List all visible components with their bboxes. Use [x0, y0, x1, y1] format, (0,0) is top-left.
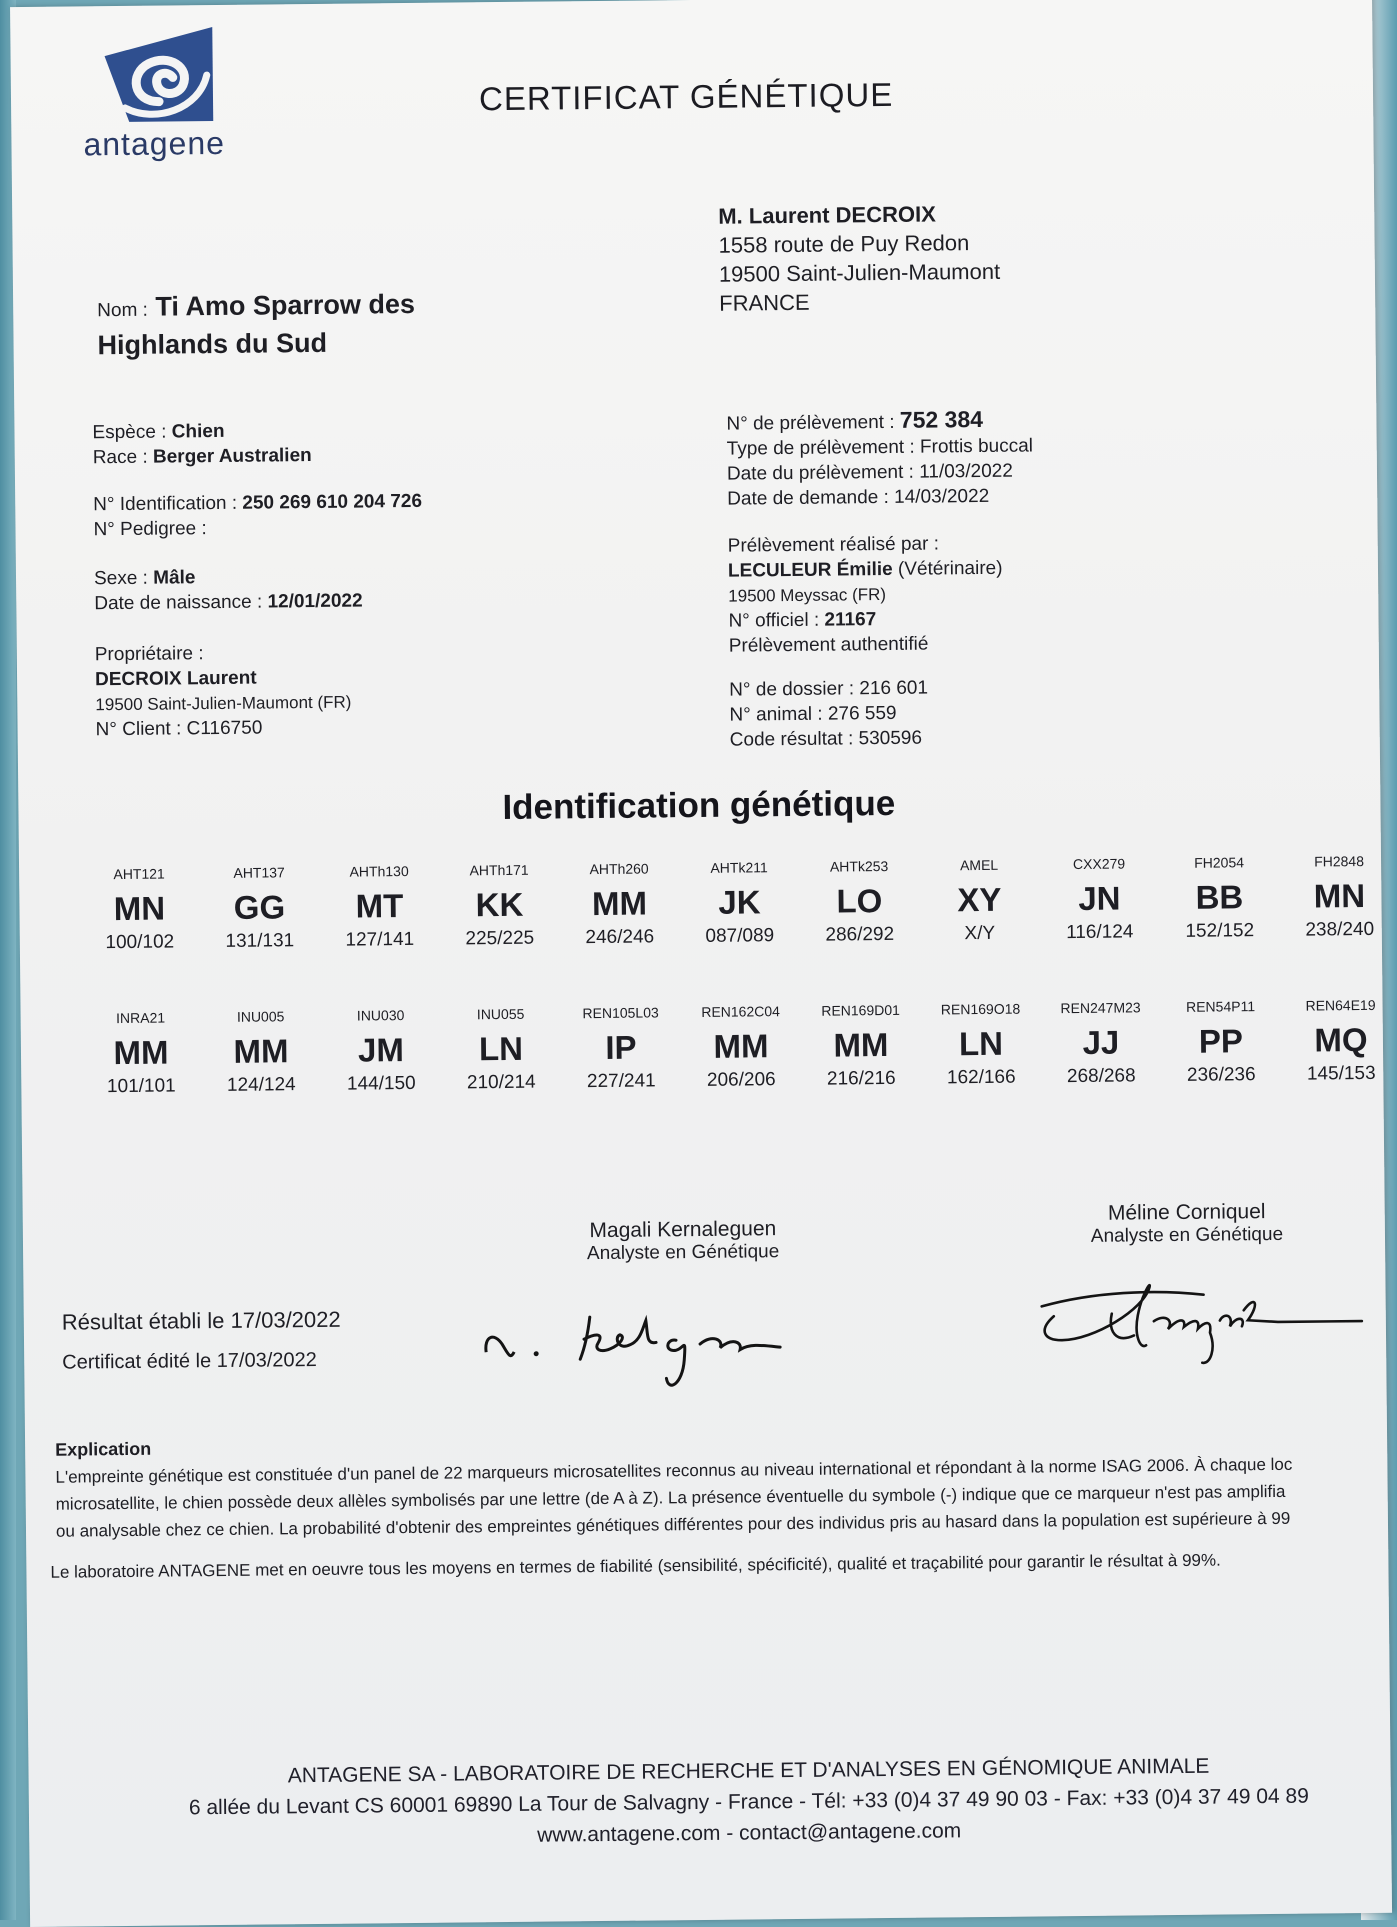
marker-cell — [439, 861, 560, 950]
certificat-date: Certificat édité le 17/03/2022 — [62, 1348, 317, 1374]
proprietaire-block — [95, 640, 352, 743]
officiel-label: N° officiel : — [728, 609, 820, 632]
marker-code: REN247M23 — [1060, 999, 1141, 1017]
proprietaire-name: DECROIX Laurent — [94, 667, 257, 691]
signatory-1-role: Analyste en Génétique — [586, 1241, 780, 1265]
address-name: M. Laurent DECROIX — [718, 201, 936, 229]
marker-alleles: 236/236 — [1186, 1064, 1256, 1086]
marker-code: INU055 — [476, 1005, 525, 1023]
genetic-section-title: Identification génétique — [502, 783, 896, 828]
marker-alleles: 116/124 — [1066, 921, 1134, 944]
marker-code: REN54P11 — [1185, 998, 1256, 1015]
marker-code: AMEL — [959, 856, 999, 874]
marker-cell — [561, 1004, 682, 1093]
explication-line3: ou analysable chez ce chien. La probabilité d'obtenir des empreintes génétiques différentes pour des individus pris au hasard dans la population est supérieure à 99 — [55, 1508, 1291, 1541]
marker-code: AHTk211 — [710, 859, 768, 876]
signatory-1-name: Magali Kernaleguen — [589, 1217, 777, 1243]
antagene-logo-icon — [94, 23, 223, 128]
document-title: CERTIFICAT GÉNÉTIQUE — [478, 75, 894, 118]
marker-genotype: MN — [1313, 876, 1366, 915]
signature-corniquel — [1033, 1253, 1364, 1376]
marker-code: AHT121 — [113, 865, 165, 883]
marker-cell — [799, 858, 920, 947]
marker-code: AHT137 — [233, 864, 285, 881]
sexe-label: Sexe : — [93, 567, 149, 590]
marker-alleles: 246/246 — [585, 926, 655, 949]
marker-genotype: BB — [1195, 878, 1244, 916]
marker-code: REN169D01 — [821, 1001, 900, 1019]
marker-alleles: 131/131 — [225, 930, 295, 952]
address-country: FRANCE — [719, 289, 810, 316]
marker-cell — [441, 1005, 562, 1094]
logo-text: antagene — [83, 124, 226, 163]
marker-alleles: 101/101 — [106, 1075, 176, 1098]
marker-alleles: 268/268 — [1066, 1065, 1136, 1088]
signatory-2-role: Analyste en Génétique — [1090, 1223, 1284, 1247]
sexe-value: Mâle — [153, 567, 196, 589]
marker-cell — [559, 860, 680, 949]
marker-code: INU005 — [236, 1008, 285, 1025]
marker-code: REN105L03 — [582, 1004, 659, 1022]
demande-date: Date de demande : 14/03/2022 — [727, 485, 990, 510]
marker-row-1 — [79, 853, 1375, 954]
signatory-2 — [1067, 1200, 1307, 1249]
marker-cell — [919, 856, 1040, 945]
marker-genotype: MM — [591, 884, 648, 923]
marker-cell — [201, 1008, 322, 1097]
address-line2: 19500 Saint-Julien-Maumont — [718, 258, 1001, 287]
marker-genotype: JN — [1078, 879, 1121, 917]
signatory-1 — [563, 1217, 803, 1266]
explication-block — [55, 1423, 1396, 1545]
footer-line2: 6 allée du Levant CS 60001 69890 La Tour de Salvagny - France - Tél: +33 (0)4 37 49 90 03 - Fax: +33 (0)4 37 49 04 89 — [188, 1784, 1309, 1820]
marker-genotype: GG — [233, 888, 286, 926]
explication-line2: microsatellite, le chien possède deux allèles symbolisés par une lettre (de A à Z). La présence éventuelle du symbole (-) indique que ce marqueur n'est pas amplifia — [55, 1481, 1286, 1514]
marker-genotype: LN — [958, 1024, 1004, 1063]
sex-birth-block — [94, 563, 363, 616]
proprietaire-label: Propriétaire : — [94, 643, 204, 666]
marker-alleles: 087/089 — [705, 925, 775, 947]
espece-label: Espèce : — [92, 421, 167, 444]
marker-genotype: LO — [836, 882, 883, 920]
naissance-value: 12/01/2022 — [267, 590, 363, 613]
marker-row-2 — [81, 996, 1376, 1098]
prelevement-type: Type de prélèvement : Frottis buccal — [726, 435, 1034, 460]
marker-code: CXX279 — [1072, 855, 1126, 873]
marker-code: REN64E19 — [1305, 996, 1376, 1014]
marker-cell — [1279, 853, 1397, 942]
code-resultat: Code résultat : 530596 — [729, 727, 923, 751]
marker-genotype: PP — [1198, 1022, 1244, 1060]
marker-alleles: 145/153 — [1306, 1062, 1376, 1085]
marker-cell — [81, 1009, 202, 1098]
signatory-2-name: Méline Corniquel — [1107, 1200, 1266, 1225]
marker-cell — [921, 1000, 1042, 1089]
prelevement-block — [726, 406, 1033, 511]
identification-label: N° Identification : — [93, 492, 238, 516]
marker-genotype: MN — [113, 889, 166, 928]
dossier-number: N° de dossier : 216 601 — [729, 677, 929, 701]
marker-genotype: LN — [478, 1029, 524, 1068]
antagene-logo — [82, 23, 233, 164]
marker-genotype: JJ — [1082, 1023, 1120, 1061]
naissance-label: Date de naissance : — [94, 591, 263, 615]
marker-cell — [1040, 999, 1161, 1088]
marker-cell — [1160, 998, 1281, 1087]
animal-number: N° animal : 276 559 — [729, 702, 897, 726]
prelevement-label: N° de prélèvement : — [726, 411, 895, 435]
marker-alleles: 124/124 — [226, 1074, 296, 1096]
marker-code: AHTk253 — [829, 857, 889, 875]
realise-par-label: Prélèvement réalisé par : — [727, 533, 940, 557]
pedigree-label: N° Pedigree : — [93, 518, 207, 541]
identification-value: 250 269 610 204 726 — [242, 490, 423, 514]
marker-cell — [1280, 997, 1397, 1086]
marker-genotype: MQ — [1314, 1020, 1368, 1059]
address-line1: 1558 route de Puy Redon — [718, 230, 970, 258]
veterinaire-block — [728, 531, 1004, 659]
marker-code: AHTh171 — [469, 861, 529, 879]
marker-genotype: MM — [833, 1025, 889, 1064]
race-label: Race : — [92, 446, 148, 469]
animal-name-block — [97, 287, 416, 362]
marker-alleles: 227/241 — [586, 1070, 656, 1093]
marker-alleles: 216/216 — [826, 1067, 896, 1090]
marker-cell — [319, 863, 440, 952]
marker-genotype: JM — [357, 1031, 405, 1069]
dates-block — [62, 1300, 342, 1383]
marker-cell — [1039, 855, 1160, 944]
marker-genotype: IP — [605, 1028, 637, 1066]
lab-note: Le laboratoire ANTAGENE met en oeuvre tous les moyens en termes de fiabilité (sensibilité, spécificité), qualité et traçabilité pour garantir le résultat à 99%. — [50, 1550, 1221, 1582]
explication-line1: L'empreinte génétique est constituée d'un panel de 22 marqueurs microsatellites reconnus au niveau international et répondant à la norme ISAG 2006. À chaque loc — [55, 1454, 1293, 1487]
marker-code: FH2848 — [1314, 853, 1365, 870]
prelevement-authentifie: Prélèvement authentifié — [728, 633, 929, 657]
owner-address — [718, 199, 1000, 318]
marker-genotype: MT — [355, 887, 404, 925]
marker-cell — [79, 865, 200, 954]
marker-cell — [801, 1002, 922, 1091]
footer — [148, 1749, 1349, 1855]
race-value: Berger Australien — [152, 444, 312, 468]
marker-code: AHTh260 — [589, 860, 649, 878]
prelevement-date: Date du prélèvement : 11/03/2022 — [726, 460, 1013, 485]
marker-code: REN162C04 — [701, 1003, 780, 1020]
identification-block — [93, 489, 422, 542]
marker-code: FH2054 — [1194, 854, 1245, 871]
marker-code: INU030 — [356, 1007, 405, 1024]
marker-genotype: JK — [718, 883, 761, 921]
resultat-date: Résultat établi le 17/03/2022 — [61, 1306, 341, 1335]
marker-alleles: 225/225 — [465, 927, 535, 950]
marker-genotype: MM — [113, 1033, 169, 1072]
marker-alleles: 127/141 — [345, 928, 415, 951]
footer-line3: www.antagene.com - contact@antagene.com — [537, 1819, 962, 1847]
marker-cell — [321, 1007, 442, 1096]
signature-kernaleguen — [480, 1298, 881, 1402]
veterinaire-city: 19500 Meyssac (FR) — [728, 584, 887, 606]
marker-cell — [679, 859, 800, 948]
marker-alleles: 100/102 — [105, 931, 175, 954]
marker-cell — [1159, 854, 1280, 943]
officiel-value: 21167 — [824, 609, 877, 631]
species-block — [92, 418, 311, 470]
explication-title: Explication — [55, 1438, 152, 1460]
marker-alleles: 206/206 — [706, 1069, 776, 1091]
client-number: N° Client : C116750 — [95, 717, 263, 741]
marker-alleles: 238/240 — [1305, 918, 1375, 941]
veterinaire-name: LECULEUR Émilie — [727, 558, 893, 582]
certificate-paper — [10, 0, 1392, 1927]
footer-line1: ANTAGENE SA - LABORATOIRE DE RECHERCHE ET D'ANALYSES EN GÉNOMIQUE ANIMALE — [287, 1754, 1210, 1788]
marker-code: REN169O18 — [940, 1000, 1021, 1018]
animal-name-line1: Ti Amo Sparrow des — [155, 288, 416, 322]
marker-alleles: 144/150 — [346, 1072, 416, 1095]
marker-alleles: 152/152 — [1185, 920, 1255, 942]
dossier-block — [729, 676, 929, 753]
marker-alleles: 286/292 — [825, 923, 895, 946]
nom-label: Nom : — [97, 299, 149, 322]
espece-value: Chien — [171, 420, 225, 443]
animal-name-line2: Highlands du Sud — [97, 327, 328, 361]
proprietaire-city: 19500 Saint-Julien-Maumont (FR) — [95, 692, 352, 715]
marker-cell — [681, 1003, 802, 1092]
marker-code: INRA21 — [116, 1009, 166, 1027]
marker-alleles: 162/166 — [946, 1066, 1016, 1089]
marker-genotype: KK — [475, 885, 524, 924]
marker-genotype: MM — [233, 1032, 289, 1070]
marker-alleles: X/Y — [964, 922, 996, 945]
marker-cell — [199, 864, 320, 953]
marker-genotype: MM — [713, 1027, 769, 1065]
veterinaire-role: (Vétérinaire) — [897, 557, 1003, 580]
marker-genotype: XY — [957, 880, 1002, 919]
prelevement-number: 752 384 — [899, 405, 984, 433]
marker-code: AHTh130 — [349, 863, 409, 880]
marker-alleles: 210/214 — [466, 1071, 536, 1094]
